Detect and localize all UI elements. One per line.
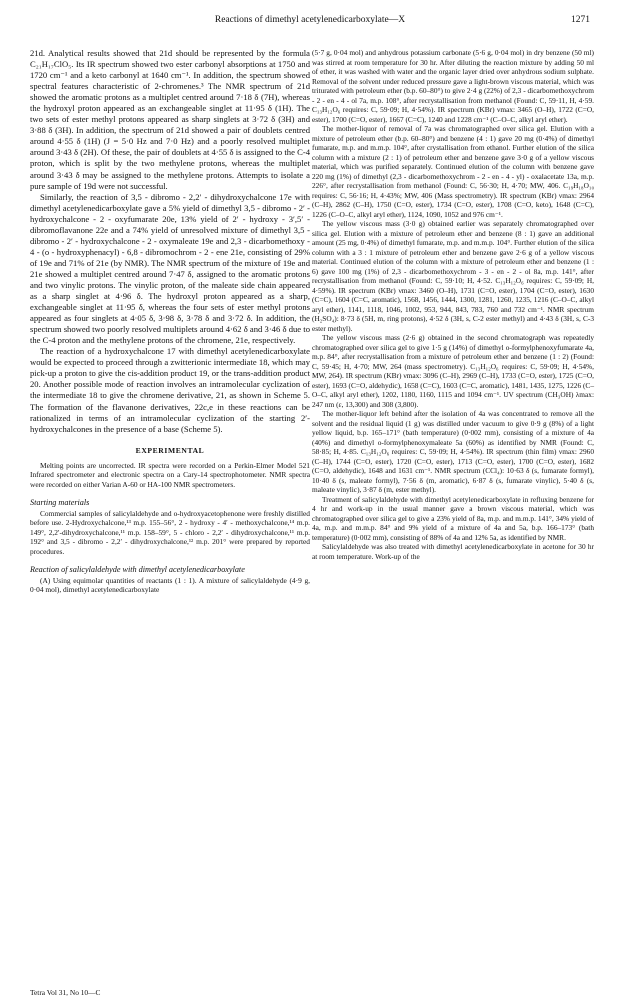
paragraph-refluxing-benzene: Treatment of salicylaldehyde with dimethyl acetylenedicarboxylate in refluxing benzene for 4 hr and work-up in the usual manner gave a brown viscous material, which was chromatographed over silica gel to give a 23% yield of 8a, m.p. and m.m.p. 141°, 34% yield of 4a, m.p. and m.m.p. 84° and 9% yield of a mixture of 4a and 5a, b.p. 166–173° (bath temperature) (0·002 mm), consisting of 88% of 4a and 12% 5a, as identified by NMR.: [312, 494, 594, 542]
left-column: [30, 48, 310, 595]
right-column: [312, 48, 594, 561]
paragraph-workup-7a: (5·7 g, 0·04 mol) and anhydrous potassium carbonate (5·6 g, 0·04 mol) in dry benzene (50 ml) was stirred at room temperature for 30 hr. After diluting the reaction mixture by adding 50 ml of ether, it was washed with water and the organic layer dried over anhydrous sodium sulphate. Removal of the solvent under reduced pressure gave a light-brown viscous material, which was triturated with petroleum ether (b.p. 60–80°) to give 2·4 g (22%) of 2,3 - dicarbomethoxychrom - 2 - en - 4 - ol 7a, m.p. 108°, after recrystallisation from methanol (Found: C, 59·11, H, 4·59. C₁₃H₁₂O₆ requires: C, 59·09; H, 4·54%). IR spectrum (KBr) νmax: 3465 (O–H), 1722 (C=O, ester), 1700 (C=O, ester), 1667 (C=C), 1240 and 1228 cm⁻¹ (C–O–C, alkyl aryl ether).: [312, 48, 594, 124]
paragraph-mechanism: The reaction of a hydroxychalcone 17 with dimethyl acetylenedicarboxylate would be expected to proceed through a zwitterionic intermediate 18, which may pick-up a proton to give the cis-addition product 19, or the trans-addition product 20. Another possible mode of reaction involves an intramolecular cyclization of the intermediate 18 to give the chromene derivative, 21, as shown in Scheme 5. The formation of the flavanone derivatives, 22c,e in these reactions can be rationalized in terms of an intramolecular cyclization of the starting 2′-hydroxychalcones in the presence of a base (Scheme 5).: [30, 346, 310, 434]
running-header: [30, 15, 590, 29]
paragraph-dibromo-reaction: Similarly, the reaction of 3,5 - dibromo - 2,2′ - dihydroxychalcone 17e with dimethyl acetylenedicarboxylate gave a 5% yield of dimethyl 3,5 - dibromo - 2′ - hydroxychalcone - 2 - oxyfumarate 20e, 13% yield of 2′ - hydroxy - 3′,5′ - dibromoflavanone 22e and a 74% yield of unresolved mixture of dimethyl 3,5 - dibromo - 2′ - hydroxychalcone - 2 - oxymaleate 19e and 2,3 - dicarbomethoxy - 4 - (o - hydroxyphenacyl) - 6,8 - dibromochrom - 2 - ene 21e, consisting of 29% of 19e and 71% of 21e (by NMR). The NMR spectrum of the mixture of 19e and 21e showed a multiplet centred around 7·47 δ, assigned to the aromatic protons and two vinylic protons. The vinylic proton, of the maleate side chain appeared as a sharp singlet at 4·96 δ. The hydroxyl proton appeared as a sharp, exchangeable singlet at 11·95 δ, whereas the four sets of ester methyl protons appeared as four singlets at 4·05 δ, 3·98 δ, 3·78 δ and 3·72 δ. In addition, the spectrum showed two poorly resolved multiplets around 4·62 δ and 3·46 δ due to the C-4 proton and the methylene protons of the chromene, 21e, respectively.: [30, 191, 310, 346]
reaction-heading: Reaction of salicylaldehyde with dimethyl acetylenedicarboxylate: [30, 565, 245, 575]
paragraph-procedure-a: (A) Using equimolar quantities of reactants (1 : 1). A mixture of salicylaldehyde (4·9 g, 0·04 mol), dimethyl acetylenedicarboxylate: [30, 575, 310, 595]
paragraph-chromatography-8a: The yellow viscous mass (3·0 g) obtained earlier was separately chromatographed over silica gel. Elution with a mixture of petroleum ether and benzene (8 : 1) gave an additional amount (25 mg, 0·4%) of dimethyl fumarate, m.p. and m.m.p. 104°. Further elution of the silica column with a 3 : 1 mixture of petroleum ether and benzene gave 2·6 g of a yellow viscous material. Continued elution of the column with a mixture of petroleum ether and benzene (1 : 6) gave 100 mg (1%) of 2,3 - dicarbomethoxychrom - 3 - en - 2 - ol 8a, m.p. 141°, after recrystallisation from methanol (Found: C, 59·10; H, 4·52. C₁₃H₁₂O₆ requires: C, 59·09; H, 4·59%). IR spectrum (KBr) νmax: 3460 (O–H), 1731 (C=O, ester), 1704 (C=O, ester), 1630 (C=C), 1604 (C=C, aromatic), 1568, 1456, 1444, 1300, 1281, 1260, 1235, 1216 (C–O–C, alkyl aryl ether), 1141, 1118, 1046, 1002, 953, 944, 843, 783, 760 and 732 cm⁻¹. NMR spectrum (H₂SO₄): 8·73 δ (5H, m, ring protons), 4·52 δ (3H, s, C-2 ester methyl) and 4·43 δ (3H, s, C-3 ester methyl).: [312, 219, 594, 333]
running-title: Reactions of dimethyl acetylenedicarboxylate—X: [214, 15, 406, 25]
experimental-heading: EXPERIMENTAL: [135, 445, 205, 455]
paragraph-starting-materials: Commercial samples of salicylaldehyde and o-hydroxyacetophenone were freshly distilled before use. 2-Hydroxychalcone,¹³ m.p. 155–56°, 2 - hydroxy - 4′ - methoxychalcone,¹⁴ m.p. 149°, 2,2′-dihydroxychalcone,¹¹ m.p. 158–59°, 5 - chloro - 2,2′ - dihydroxychalcone,¹¹ m.p. 192° and 3,5 - dibromo - 2,2′ - dihydroxychalcone,¹² m.p. 201° were prepared by reported procedures.: [30, 508, 310, 556]
paragraph-fumarate-4a: The yellow viscous mass (2·6 g) obtained in the second chromatograph was repeatedly chromatographed over silica gel to give 1·5 g (14%) of dimethyl o-formylphenoxyfumarate 4a, m.p. 84°, after recrystallisation from a mixture of petroleum ether and benzene (1 : 2) (Found: C, 59·45; H, 4·70; MW, 264 (mass spectrometry). C₁₃H₁₂O₆ requires: C, 59·09; H, 4·54%, MW, 264). IR spectrum (KBr) νmax: 3096 (C–H), 2969 (C–H), 1733 (C=O, ester), 1725 (C=O, ester), 1693 (C=O, aldehydic), 1658 (C=C), 1603 (C=C, aromatic), 1481, 1435, 1275, 1226 (C–O–C, alkyl aryl ether), 1202, 1180, 1160, 1115 and 1094 cm⁻¹. UV spectrum (CH₃OH) λmax: 247 nm (ε, 13,300) and 308 (3,800).: [312, 333, 594, 409]
starting-materials-heading: Starting materials: [30, 498, 90, 508]
paragraph-acetone: Salicylaldehyde was also treated with dimethyl acetylenedicarboxylate in acetone for 30 hr at room temperature. Work-up of the: [312, 542, 594, 561]
paragraph-21d-analysis: 21d. Analytical results showed that 21d should be represented by the formula C₂₁H₁₇ClO₅. Its IR spectrum showed two ester carbonyl absorptions at 1750 and 1720 cm⁻¹ and a keto carbonyl at 1640 cm⁻¹. In addition, the spectrum showed spectral features characteristic of 2-chromenes.³ The NMR spectrum of 21d showed the aromatic protons as a multiplet centred around 7·18 δ (7H), whereas the hydroxyl proton appeared as an exchangeable singlet at 11·95 δ (1H). The two sets of ester methyl protons appeared as sharp singlets at 3·72 δ (3H) and 3·88 δ (3H). In addition, the spectrum of 21d showed a pair of doublets centred around 4·55 δ (1H) (J = 5·0 Hz and 7·0 Hz) and a poorly resolved multiplet around 3·43 δ (2H). Of these, the pair of doublets at 4·55 δ is assigned to the C-4 proton, which is split by the two methylene protons, whereas the multiplet around 3·43 δ may be assigned to the methylene protons. Attempts to isolate a pure sample of 19d were not successful.: [30, 48, 310, 191]
footer-journal-ref: Tetra Vol 31, No 10—C: [30, 988, 101, 997]
paragraph-chromatography-13a: The mother-liquor of removal of 7a was chromatographed over silica gel. Elution with a mixture of petroleum ether (b.p. 60–80°) and benzene (4 : 1) gave 20 mg (0·4%) of dimethyl fumarate, m.p. and m.m.p. 104°, after crystallisation from ethanol. Further elution of the silica column with a mixture (2 : 1) of petroleum ether and benzene gave 3·0 g of a yellow viscous material, which was purified separately. Continued elution of the column with benzene gave 220 mg (1%) of dimethyl (2,3 - dicarbomethoxychrom - 2 - en - 4 - yl) - oxalacetate 13a, m.p. 226°, after recrystallisation from methanol (Found: C, 56·30; H, 4·70; MW, 406. C₁₉H₁₈O₁₀ requires: C, 56·16; H, 4·43%; MW, 406 (Mass spectrometry). IR spectrum (KBr) νmax: 2964 (C–H), 2862 (C–H), 1750 (C=O, ester), 1734 (C=O, ester), 1708 (C=O, keto), 1648 (C=C), 1226 (C–O–C, alkyl aryl ether), 1124, 1090, 1052 and 976 cm⁻¹.: [312, 124, 594, 219]
paragraph-maleate-5a: The mother-liquor left behind after the isolation of 4a was concentrated to remove all the solvent and the residual liquid (1 g) was distilled under vacuum to give 0·9 g (8%) of a light yellow liquid, b.p. 165–171° (bath temperature) (0·002 mm), consisting of a mixture of 4a (40%) and dimethyl o-formylphenoxymaleate 5a (60%) as identified by NMR (Found: C, 58·85; H, 4·85. C₁₃H₁₂O₆ requires: C, 59·09; H, 4·54%). IR spectrum (thin film) νmax: 2960 (C–H), 1744 (C=O, ester), 1720 (C=O, ester), 1713 (C=O, ester), 1700 (C=O, ester), 1682 (C=O, aldehydic), 1648 and 1631 cm⁻¹. NMR spectrum (CCl₄): 10·63 δ (s, fumarate formyl), 10·40 δ (s, maleate formyl), 7·56 δ (m, aromatic), 6·87 δ (s, fumarate vinylic), 5·40 δ (s, maleate vinylic), 3·87 δ (m, ester methyl).: [312, 409, 594, 494]
page-number: 1271: [571, 15, 590, 25]
paragraph-instruments: Melting points are uncorrected. IR spectra were recorded on a Perkin-Elmer Model 521 Infrared spectrometer and electronic spectra on a Cary-14 spectrophotometer. NMR spectra were recorded on either Varian A-60 or HA-100 NMR spectrometers.: [30, 460, 310, 489]
